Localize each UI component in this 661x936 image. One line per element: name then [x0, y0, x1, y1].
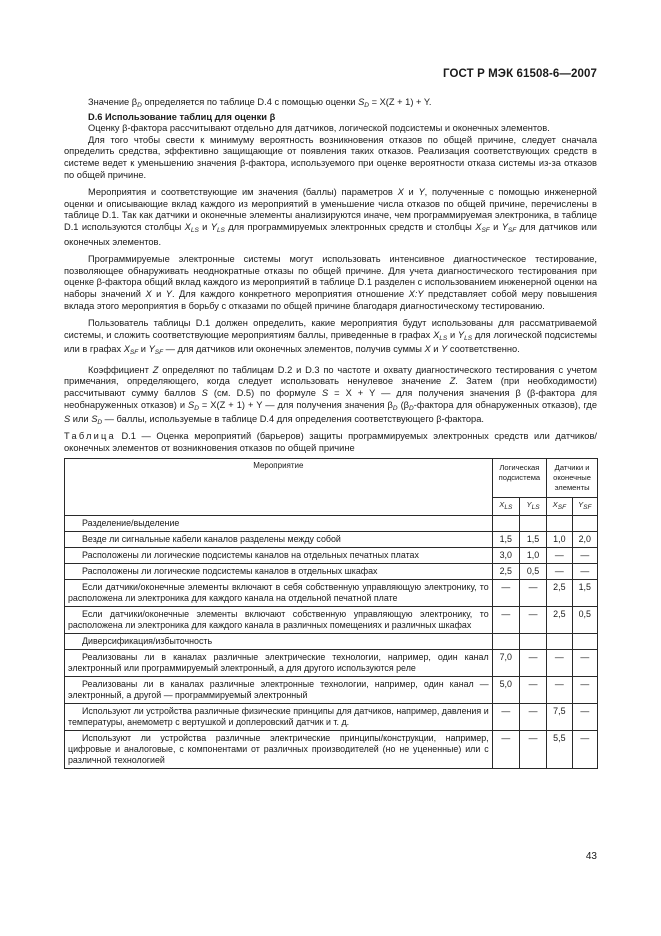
value-cell: 7,0	[492, 650, 519, 677]
value-cell: 1,0	[547, 532, 572, 548]
value-cell: —	[547, 548, 572, 564]
value-cell: —	[572, 704, 597, 731]
value-cell: —	[547, 564, 572, 580]
document-header: ГОСТ Р МЭК 61508-6—2007	[443, 68, 597, 80]
measure-cell: Везде ли сигнальные кабели каналов разделены между собой	[65, 532, 493, 548]
value-cell: 1,5	[492, 532, 519, 548]
value-cell: 5,5	[547, 731, 572, 769]
empty-cell	[519, 516, 546, 532]
table-row	[65, 548, 598, 564]
body-text	[64, 97, 597, 429]
table-section-row	[65, 634, 598, 650]
value-cell: —	[519, 650, 546, 677]
value-cell: 0,5	[572, 607, 597, 634]
empty-cell	[492, 634, 519, 650]
value-cell: —	[492, 580, 519, 607]
value-cell: —	[572, 650, 597, 677]
value-cell: 2,5	[492, 564, 519, 580]
paragraph-beta-d: Значение $\beta_D$ определяется по таблице D.4 с помощью оценки $S_D = X(Z + 1) + Y$.	[88, 97, 432, 109]
table-row	[65, 650, 598, 677]
measure-cell: Если датчики/оконечные элементы включают собственную управляющую электронику, то расположена ли электроника для каждого канала в различных помещениях и различных шкафах	[65, 607, 493, 634]
section-label: Разделение/выделение	[65, 516, 493, 532]
value-cell: 7,5	[547, 704, 572, 731]
section-heading: D.6 Использование таблиц для оценки β	[88, 111, 276, 122]
value-cell: —	[519, 677, 546, 704]
col-measure-header: Мероприятие	[65, 459, 493, 516]
value-cell: 2,5	[547, 580, 572, 607]
col-sensors-header: Датчики и оконечные элементы	[547, 459, 598, 498]
value-cell: —	[519, 731, 546, 769]
value-cell: —	[572, 548, 597, 564]
col-logic-header: Логическая подсистема	[492, 459, 546, 498]
empty-cell	[519, 634, 546, 650]
value-cell: 0,5	[519, 564, 546, 580]
value-cell: 1,5	[572, 580, 597, 607]
measure-cell: Используют ли устройства различные физические принципы для датчиков, например, давления и температуры, анемометр с вертушкой и доплеровский датчик и т. д.	[65, 704, 493, 731]
value-cell: 2,0	[572, 532, 597, 548]
empty-cell	[572, 634, 597, 650]
value-cell: —	[547, 677, 572, 704]
paragraph-diagnostics: Программируемые электронные системы могут использовать интенсивное диагностическое тестирование, позволяющее обнаруживать неоднократные отказы по общей причине. Для учета диагностического тестирования при оценке β-фактора общий вклад каждого из мероприятий в таблице D.1 разделен с использованием инженерной оценки на наборы значений X и Y. Для каждого конкретного мероприятия отношение X:Y представляет собой меру повышения вклада этого мероприятия в борьбу с отказами по общей причине благодаря диагностическому тестированию.	[64, 254, 597, 311]
col-x-ls: XLS	[492, 498, 519, 516]
empty-cell	[572, 516, 597, 532]
measures-table	[64, 458, 598, 769]
value-cell: —	[492, 704, 519, 731]
measure-cell: Если датчики/оконечные элементы включают в себя собственную управляющую электронику, то расположена ли электроника для каждого канала на отдельной печатной плате	[65, 580, 493, 607]
value-cell: —	[492, 731, 519, 769]
value-cell: —	[519, 580, 546, 607]
value-cell: 2,5	[547, 607, 572, 634]
measure-cell: Расположены ли логические подсистемы каналов на отдельных печатных платах	[65, 548, 493, 564]
empty-cell	[547, 634, 572, 650]
table-row	[65, 532, 598, 548]
empty-cell	[547, 516, 572, 532]
measure-cell: Используют ли устройства различные электрические принципы/конструкции, например, цифровые и аналоговые, с компонентами от различных производителей (но не уцененные) или с различной технологией	[65, 731, 493, 769]
paragraph-coefficient: Коэффициент Z определяют по таблицам D.2 и D.3 по частоте и охвату диагностического тестирования с учетом примечания, определяющего, когда следует использовать ненулевое значение Z. Затем (при необходимости) рассчитывают сумму баллов S (см. D.5) по формуле S = X + Y — для получения значения β (β-фактора для необнаруженных отказов) и $S_D = X(Z + 1) + Y$ — для получения значения $\beta_D$ ($\beta_D$-фактора для обнаруженных отказов), где S или $S_D$ — баллы, используемые в таблице D.4 для определения соответствующего β-фактора.	[64, 364, 598, 427]
paragraph-user: Пользователь таблицы D.1 должен определить, какие мероприятия будут использованы для рассматриваемой системы, и сложить соответствующие мероприятиям баллы, приведенные в графах $X_{LS}$ и $Y_{LS}$ для логической подсистемы или в графах $X_{SF}$ и $Y_{SF}$ — для датчиков или оконечных элементов, получив суммы X и Y соответственно.	[64, 318, 597, 357]
value-cell: —	[547, 650, 572, 677]
value-cell: —	[519, 704, 546, 731]
table-caption: Таблица D.1 — Оценка мероприятий (барьеров) защиты программируемых электронных средств или датчиков/оконечных элементов от возникновения отказов по общей причине	[64, 431, 597, 453]
value-cell: 1,5	[519, 532, 546, 548]
value-cell: —	[572, 731, 597, 769]
value-cell: —	[492, 607, 519, 634]
table-header-row	[65, 459, 598, 498]
value-cell: —	[519, 607, 546, 634]
paragraph-minimize: Для того чтобы свести к минимуму вероятность возникновения отказов по общей причине, следует сначала определить средства, эффективно защищающие от появления таких отказов. Реализация соответствующих средств в системе ведет к уменьшению значения β-фактора, используемого при оценке вероятности отказа системы из-за отказов по общей причине.	[64, 134, 597, 180]
table-row	[65, 731, 598, 769]
measure-cell: Расположены ли логические подсистемы каналов в отдельных шкафах	[65, 564, 493, 580]
value-cell: —	[572, 677, 597, 704]
measure-cell: Реализованы ли в каналах различные электронные технологии, например, один канал — электронный, а другой — программируемый электронный	[65, 677, 493, 704]
value-cell: 1,0	[519, 548, 546, 564]
empty-cell	[492, 516, 519, 532]
col-y-ls: YLS	[519, 498, 546, 516]
value-cell: —	[572, 564, 597, 580]
section-label: Диверсификация/избыточность	[65, 634, 493, 650]
table-row	[65, 704, 598, 731]
table-row	[65, 677, 598, 704]
table-row	[65, 564, 598, 580]
col-x-sf: XSF	[547, 498, 572, 516]
value-cell: 3,0	[492, 548, 519, 564]
table-section-row	[65, 516, 598, 532]
paragraph-measures: Мероприятия и соответствующие им значения (баллы) параметров X и Y, полученные с помощью инженерной оценки и описывающие вклад каждого из мероприятий в уменьшение числа отказов по общей причине, перечислены в таблице D.1. Так как датчики и оконечные элементы анализируются иначе, чем программируемая электроника, в таблице D.1 используются столбцы $X_{LS}$ и $Y_{LS}$ для программируемых электронных средств и столбцы $X_{SF}$ и $Y_{SF}$ для датчиков или оконечных элементов.	[64, 187, 597, 247]
value-cell: 5,0	[492, 677, 519, 704]
col-y-sf: YSF	[572, 498, 597, 516]
measure-cell: Реализованы ли в каналах различные электрические технологии, например, один канал электронный или программируемый электронный, а для другого используются реле	[65, 650, 493, 677]
paragraph-intro: Оценку β-фактора рассчитывают отдельно для датчиков, логической подсистемы и оконечных элементов.	[88, 123, 550, 134]
page-number: 43	[585, 851, 597, 862]
table-row	[65, 607, 598, 634]
table-row	[65, 580, 598, 607]
